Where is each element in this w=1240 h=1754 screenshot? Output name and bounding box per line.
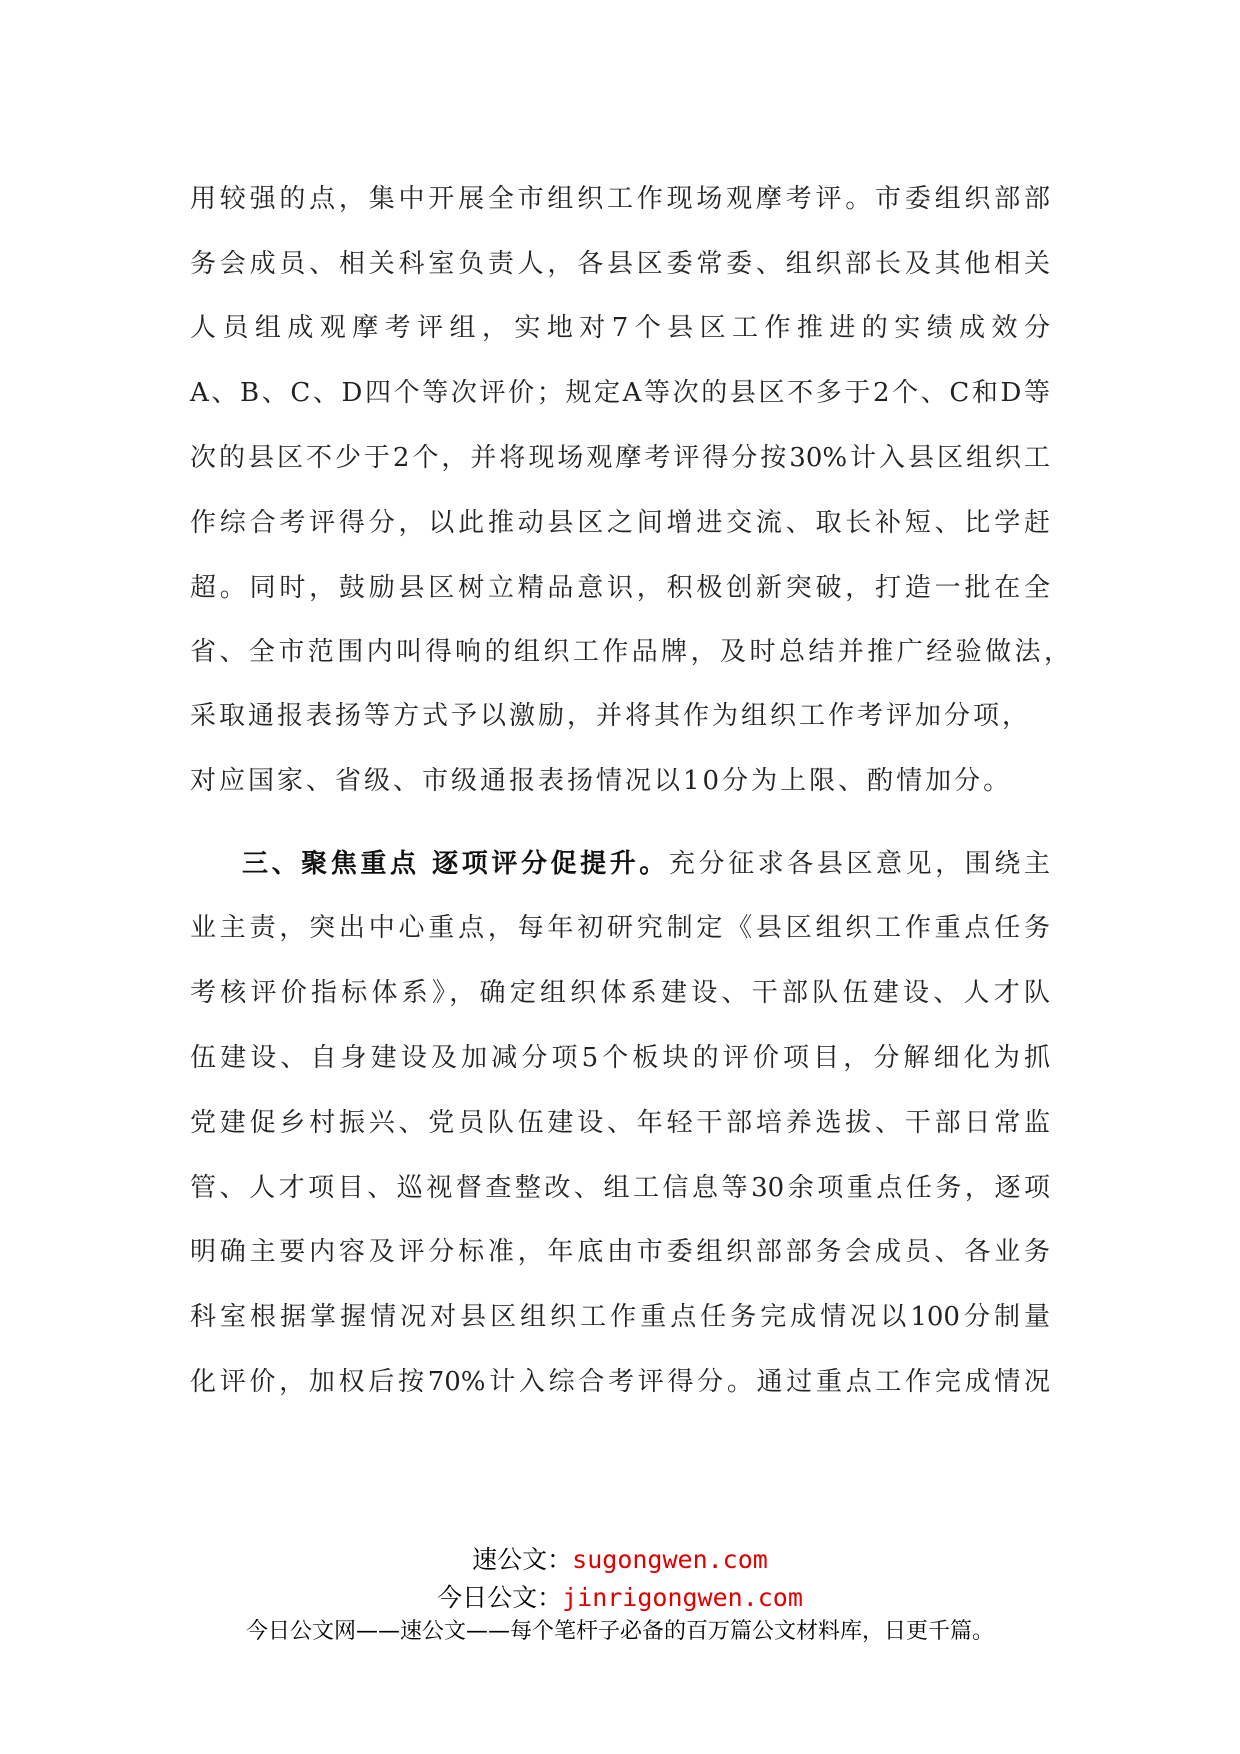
- text-line: 省、全市范围内叫得响的组织工作品牌，及时总结并推广经验做法，: [190, 637, 1070, 667]
- text-line: 作综合考评得分，以此推动县区之间增进交流、取长补短、比学赶: [190, 508, 1050, 538]
- text-line: 务会成员、相关科室负责人，各县区委常委、组织部长及其他相关: [190, 249, 1050, 279]
- footer-label: 速公文：: [472, 1545, 573, 1574]
- text-line: 用较强的点，集中开展全市组织工作现场观摩考评。市委组织部部: [190, 184, 1050, 214]
- text-line: 考核评价指标体系》，确定组织体系建设、干部队伍建设、人才队: [190, 978, 1050, 1008]
- text-line: A、B、C、D四个等次评价；规定A等次的县区不多于2个、C和D等: [190, 378, 1050, 408]
- text-line: 管、人才项目、巡视督查整改、组工信息等30余项重点任务，逐项: [190, 1173, 1050, 1203]
- footer-label: 今日公文：: [437, 1583, 563, 1612]
- sugongwen-link[interactable]: sugongwen.com: [572, 1545, 768, 1574]
- text-line: 业主责，突出中心重点，每年初研究制定《县区组织工作重点任务: [190, 913, 1050, 943]
- text-line: 采取通报表扬等方式予以激励，并将其作为组织工作考评加分项，: [190, 701, 1032, 731]
- text-line: 化评价，加权后按70%计入综合考评得分。通过重点工作完成情况: [190, 1367, 1050, 1397]
- text-run: 充分征求各县区意见，围绕主: [668, 849, 1050, 879]
- text-line: 对应国家、省级、市级通报表扬情况以10分为上限、酌情加分。: [190, 766, 1013, 796]
- jinrigongwen-link[interactable]: jinrigongwen.com: [562, 1583, 803, 1612]
- text-line: 次的县区不少于2个，并将现场观摩考评得分按30%计入县区组织工: [190, 443, 1050, 473]
- text-line: 明确主要内容及评分标准，年底由市委组织部部务会成员、各业务: [190, 1237, 1050, 1267]
- text-line: 科室根据掌握情况对县区组织工作重点任务完成情况以100分制量: [190, 1302, 1050, 1332]
- footer-sugongwen: [0, 1543, 1240, 1577]
- text-line: 伍建设、自身建设及加减分项5个板块的评价项目，分解细化为抓: [190, 1043, 1050, 1073]
- text-line: 人员组成观摩考评组，实地对7个县区工作推进的实绩成效分: [190, 313, 1050, 343]
- text-line: 党建促乡村振兴、党员队伍建设、年轻干部培养选拔、干部日常监: [190, 1108, 1050, 1138]
- text-line: 超。同时，鼓励县区树立精品意识，积极创新突破，打造一批在全: [190, 573, 1050, 603]
- footer-slogan: 今日公文网——速公文——每个笔杆子必备的百万篇公文材料库，日更千篇。: [245, 1619, 994, 1644]
- footer-jinrigongwen: [0, 1581, 1240, 1615]
- section-heading: 三、聚焦重点 逐项评分促提升。: [242, 849, 669, 879]
- section-heading-line: [190, 844, 1050, 884]
